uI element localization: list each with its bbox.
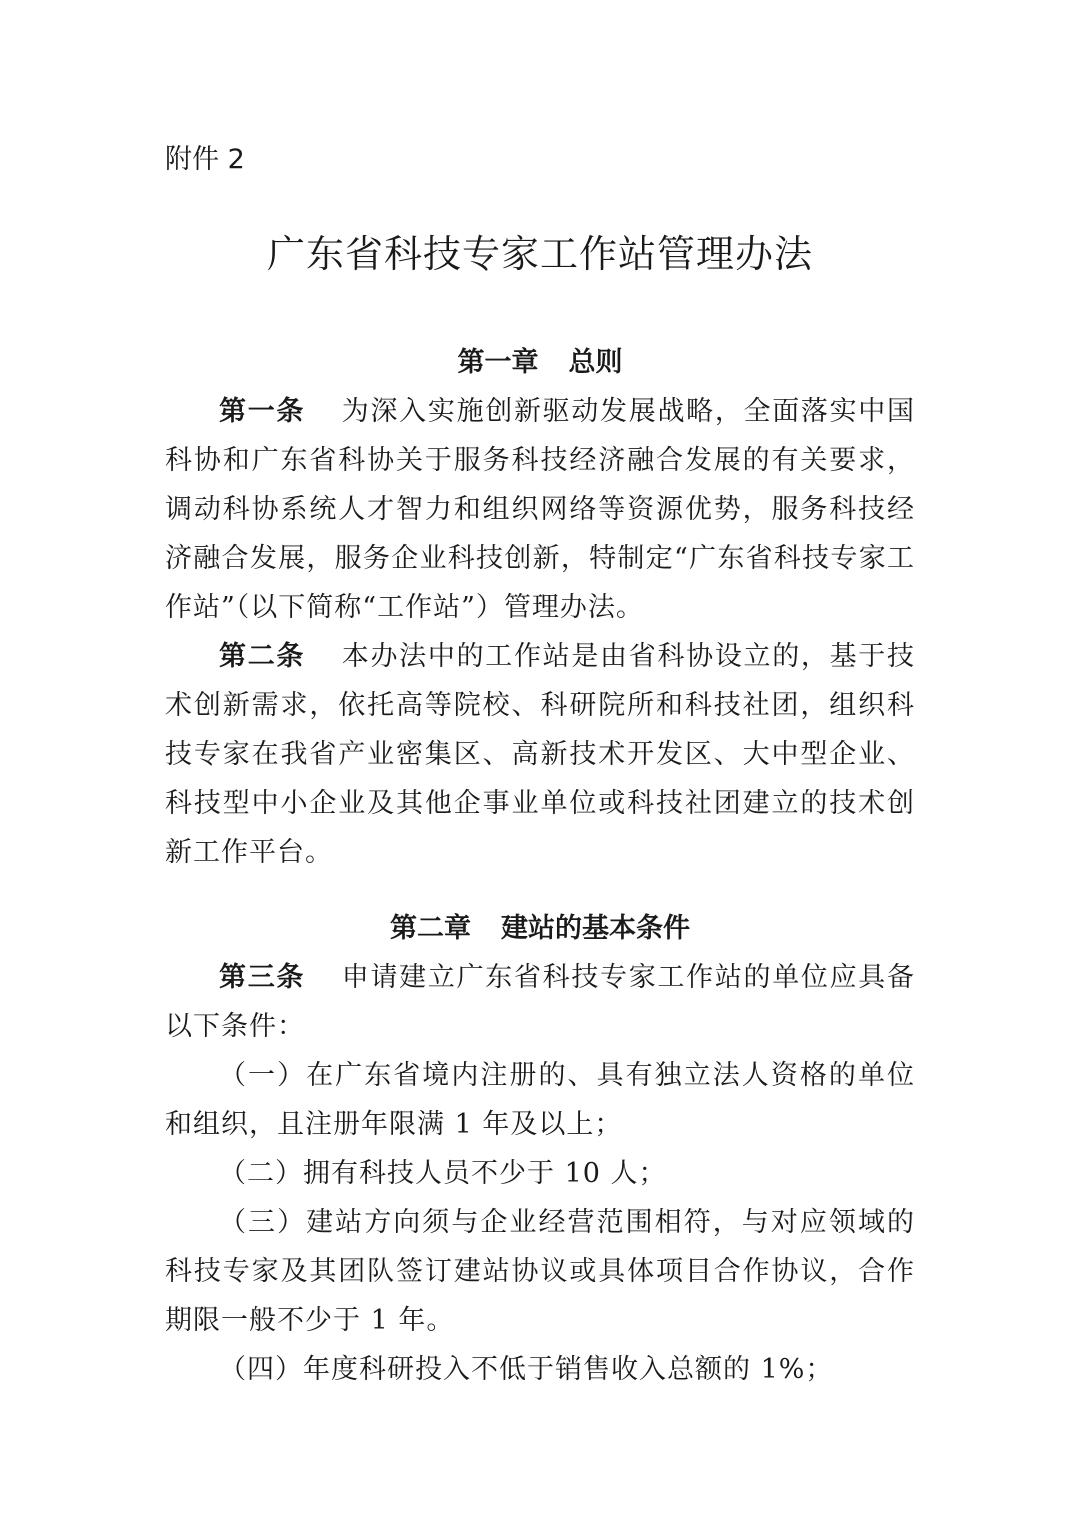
attachment-label: 附件 2 (165, 144, 245, 175)
article-2-text: 本办法中的工作站是由省科协设立的，基于技术创新需求，依托高等院校、科研院所和科技社团，组织科技专家在我省产业密集区、高新技术开发区、大中型企业、科技型中小企业及其他企事业单位或科技社团建立的技术创新工作平台。 (165, 641, 916, 868)
condition-item-3: （三）建站方向须与企业经营范围相符，与对应领域的科技专家及其团队签订建站协议或具体项目合作协议，合作期限一般不少于 1 年。 (165, 1207, 915, 1336)
article-3-text: 申请建立广东省科技专家工作站的单位应具备以下条件： (165, 962, 916, 1042)
chapter-1-number: 第一章 (457, 347, 539, 378)
chapter-2-section (165, 904, 915, 1394)
article-1 (165, 387, 915, 632)
chapter-1-title: 总则 (568, 347, 623, 378)
chapter-2-heading (165, 904, 915, 953)
article-1-label: 第一条 (219, 396, 306, 427)
chapter-2-title: 建站的基本条件 (501, 913, 690, 944)
article-2-label: 第二条 (219, 641, 306, 672)
article-3 (165, 953, 915, 1051)
condition-item-2: （二）拥有科技人员不少于 10 人； (219, 1158, 667, 1189)
article-2 (165, 632, 915, 877)
article-3-label: 第三条 (219, 962, 306, 993)
chapter-1-heading (165, 338, 915, 387)
article-1-text: 为深入实施创新驱动发展战略，全面落实中国科协和广东省科协关于服务科技经济融合发展的有关要求，调动科协系统人才智力和组织网络等资源优势，服务科技经济融合发展，服务企业科技创新，特制定“广东省科技专家工作站”（以下简称“工作站”）管理办法。 (165, 396, 916, 623)
chapter-1-section (165, 338, 915, 877)
document-title: 广东省科技专家工作站管理办法 (266, 232, 813, 276)
condition-item-4: （四）年度科研投入不低于销售收入总额的 1%； (219, 1354, 834, 1385)
chapter-2-number: 第二章 (390, 913, 471, 944)
condition-item-1: （一）在广东省境内注册的、具有独立法人资格的单位和组织，且注册年限满 1 年及以上； (165, 1060, 915, 1140)
